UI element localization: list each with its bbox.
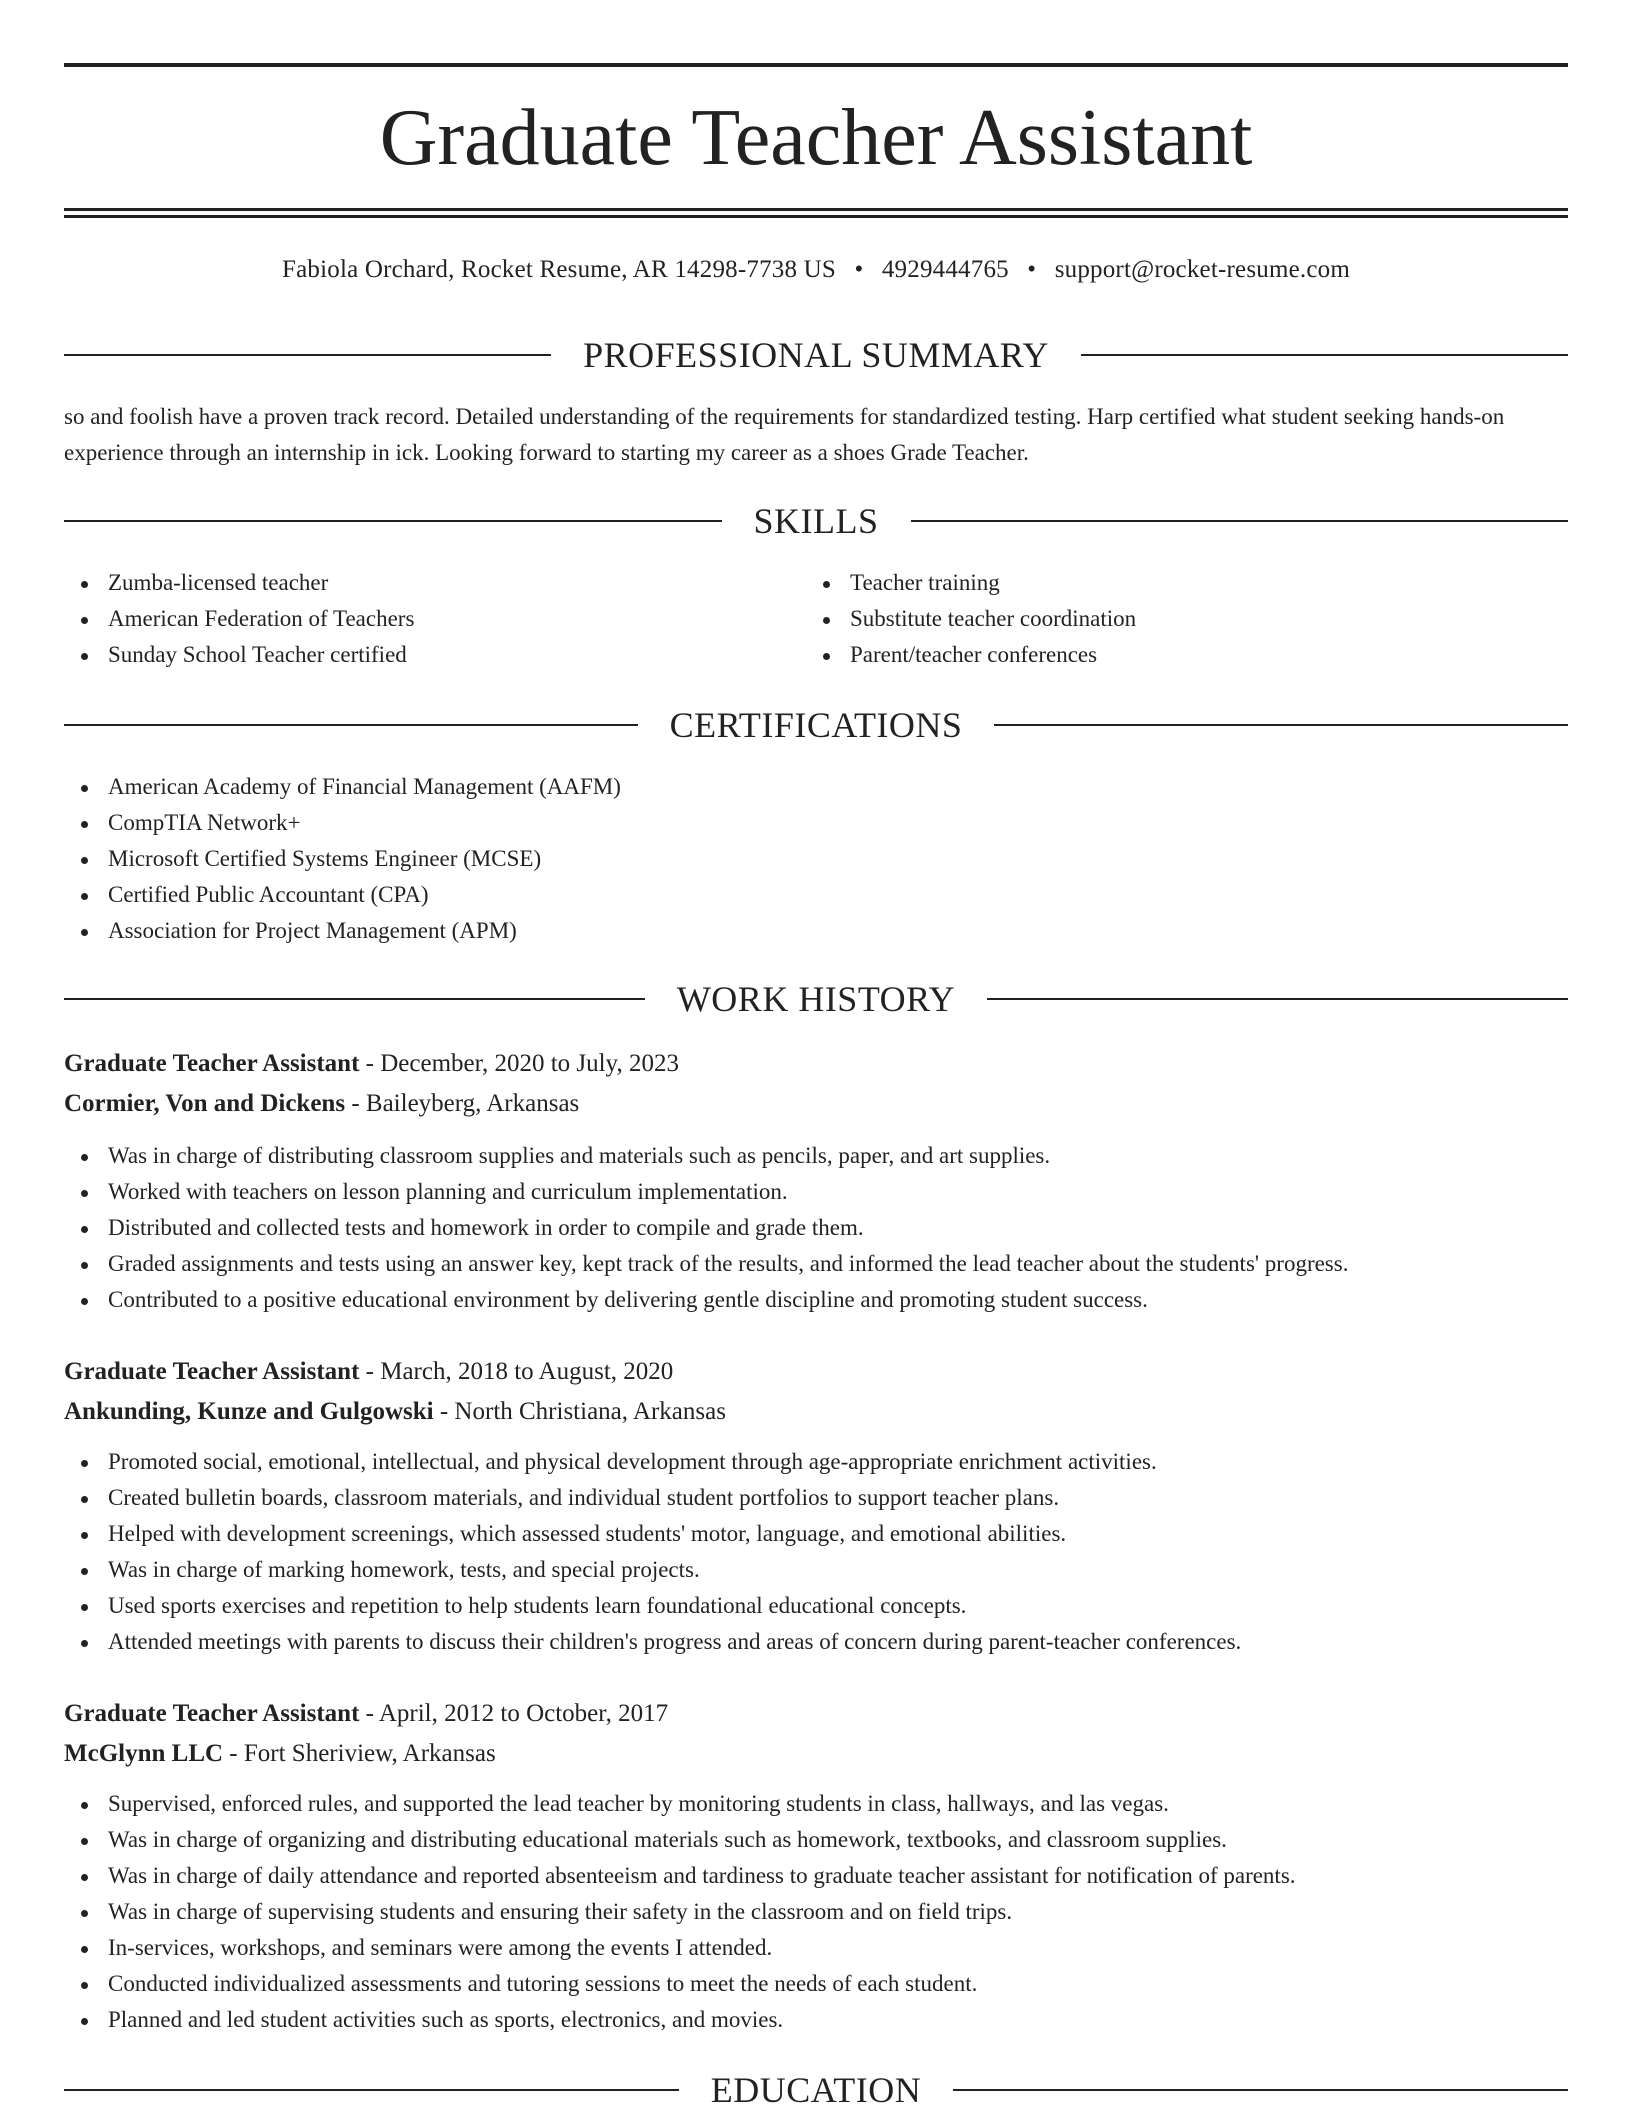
- job-company: Cormier, Von and Dickens: [64, 1090, 346, 1117]
- job-title: Graduate Teacher Assistant: [64, 1700, 360, 1727]
- certifications-heading-label: CERTIFICATIONS: [669, 705, 963, 745]
- job-company-line: [64, 1392, 1568, 1432]
- page-title: Graduate Teacher Assistant: [379, 94, 1253, 182]
- list-item: Sunday School Teacher certified: [64, 637, 806, 673]
- job-dates: - March, 2018 to August, 2020: [359, 1358, 674, 1385]
- heading-rule: [64, 724, 638, 726]
- job-bullets: [64, 1138, 1568, 1318]
- job-dates: - April, 2012 to October, 2017: [359, 1700, 669, 1727]
- job-title: Graduate Teacher Assistant: [64, 1358, 360, 1385]
- contact-separator: •: [1027, 256, 1037, 283]
- job-entry: [64, 1694, 1568, 1774]
- list-item: Graded assignments and tests using an answer key, kept track of the results, and informed the lead teacher about the students' progress.: [64, 1246, 1568, 1282]
- work-history-heading-label: WORK HISTORY: [676, 979, 956, 1019]
- list-item: CompTIA Network+: [64, 805, 1568, 841]
- education-heading-label: EDUCATION: [710, 2070, 922, 2110]
- job-location: - North Christiana, Arkansas: [433, 1398, 726, 1425]
- contact-email: support@rocket-resume.com: [1054, 256, 1350, 283]
- top-rule: [64, 63, 1568, 67]
- job-entry: [64, 1044, 1568, 1124]
- job-company-line: [64, 1734, 1568, 1774]
- list-item: Certified Public Accountant (CPA): [64, 877, 1568, 913]
- skills-heading-label: SKILLS: [753, 501, 879, 541]
- job-company: McGlynn LLC: [64, 1740, 224, 1767]
- list-item: Used sports exercises and repetition to help students learn foundational educational concepts.: [64, 1588, 1568, 1624]
- list-item: Contributed to a positive educational environment by delivering gentle discipline and promoting student success.: [64, 1282, 1568, 1318]
- skills-list: [64, 565, 1568, 673]
- heading-rule: [64, 354, 551, 356]
- list-item: American Federation of Teachers: [64, 601, 806, 637]
- heading-rule: [953, 2089, 1568, 2091]
- job-title-line: [64, 1694, 1568, 1734]
- list-item: Promoted social, emotional, intellectual, and physical development through age-appropriate enrichment activities.: [64, 1444, 1568, 1480]
- list-item: Teacher training: [806, 565, 1548, 601]
- job-entry: [64, 1352, 1568, 1432]
- job-location: - Baileyberg, Arkansas: [345, 1090, 580, 1117]
- certifications-list: [64, 769, 1568, 949]
- job-title: Graduate Teacher Assistant: [64, 1050, 360, 1077]
- work-history-heading: [64, 977, 1568, 1021]
- list-item: Supervised, enforced rules, and supported the lead teacher by monitoring students in class, hallways, and las vegas.: [64, 1786, 1568, 1822]
- heading-rule: [64, 2089, 679, 2091]
- list-item: Was in charge of daily attendance and reported absenteeism and tardiness to graduate teacher assistant for notification of parents.: [64, 1858, 1568, 1894]
- list-item: In-services, workshops, and seminars were among the events I attended.: [64, 1930, 1568, 1966]
- job-company-line: [64, 1084, 1568, 1124]
- list-item: Parent/teacher conferences: [806, 637, 1548, 673]
- job-title-line: [64, 1044, 1568, 1084]
- contact-line: [64, 254, 1568, 286]
- summary-text: so and foolish have a proven track record. Detailed understanding of the requirements for standardized testing. Harp certified what student seeking hands-on experience through an internship in ick. Looking forward to starting my career as a shoes Grade Teacher.: [64, 404, 1505, 465]
- title-double-rule: [64, 208, 1568, 218]
- list-item: Was in charge of marking homework, tests, and special projects.: [64, 1552, 1568, 1588]
- contact-separator: •: [854, 256, 864, 283]
- heading-rule: [994, 724, 1568, 726]
- list-item: Helped with development screenings, which assessed students' motor, language, and emotional abilities.: [64, 1516, 1568, 1552]
- list-item: Microsoft Certified Systems Engineer (MCSE): [64, 841, 1568, 877]
- list-item: Planned and led student activities such as sports, electronics, and movies.: [64, 2002, 1568, 2038]
- job-title-line: [64, 1352, 1568, 1392]
- list-item: Attended meetings with parents to discuss their children's progress and areas of concern during parent-teacher conferences.: [64, 1624, 1568, 1660]
- heading-rule: [1081, 354, 1568, 356]
- contact-phone: 4929444765: [881, 256, 1009, 283]
- education-heading: [64, 2068, 1568, 2112]
- job-company: Ankunding, Kunze and Gulgowski: [64, 1398, 434, 1425]
- list-item: Worked with teachers on lesson planning and curriculum implementation.: [64, 1174, 1568, 1210]
- contact-address: Fabiola Orchard, Rocket Resume, AR 14298-7738 US: [282, 256, 836, 283]
- list-item: Was in charge of supervising students and ensuring their safety in the classroom and on field trips.: [64, 1894, 1568, 1930]
- certifications-heading: [64, 703, 1568, 747]
- job-location: - Fort Sheriview, Arkansas: [223, 1740, 496, 1767]
- heading-rule: [64, 520, 722, 522]
- summary-heading-label: PROFESSIONAL SUMMARY: [583, 335, 1049, 375]
- job-bullets: [64, 1444, 1568, 1660]
- list-item: Zumba-licensed teacher: [64, 565, 806, 601]
- list-item: Substitute teacher coordination: [806, 601, 1548, 637]
- summary-heading: [64, 333, 1568, 377]
- skills-column-left: [64, 565, 806, 673]
- list-item: American Academy of Financial Management (AAFM): [64, 769, 1568, 805]
- job-bullets: [64, 1786, 1568, 2038]
- skills-heading: [64, 499, 1568, 543]
- list-item: Distributed and collected tests and homework in order to compile and grade them.: [64, 1210, 1568, 1246]
- list-item: Conducted individualized assessments and tutoring sessions to meet the needs of each student.: [64, 1966, 1568, 2002]
- heading-rule: [911, 520, 1569, 522]
- skills-column-right: [806, 565, 1548, 673]
- list-item: Was in charge of organizing and distributing educational materials such as homework, textbooks, and classroom supplies.: [64, 1822, 1568, 1858]
- heading-rule: [987, 998, 1568, 1000]
- heading-rule: [64, 998, 645, 1000]
- list-item: Was in charge of distributing classroom supplies and materials such as pencils, paper, and art supplies.: [64, 1138, 1568, 1174]
- list-item: Created bulletin boards, classroom materials, and individual student portfolios to support teacher plans.: [64, 1480, 1568, 1516]
- list-item: Association for Project Management (APM): [64, 913, 1568, 949]
- job-dates: - December, 2020 to July, 2023: [359, 1050, 679, 1077]
